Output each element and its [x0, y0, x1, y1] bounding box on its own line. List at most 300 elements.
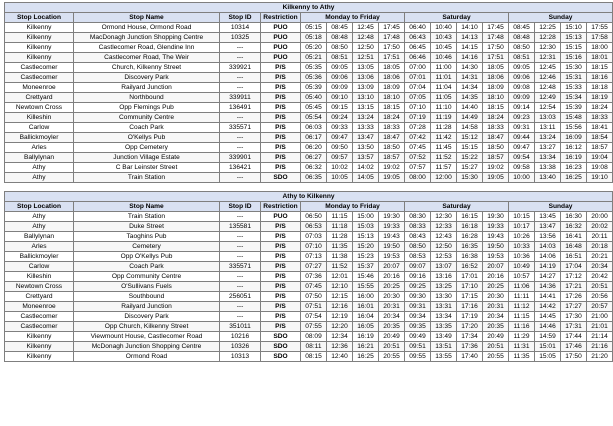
saturday-time: 17:19 — [457, 312, 483, 322]
stop-location: Kilkenny — [5, 352, 74, 362]
sunday-time: 17:04 — [561, 262, 587, 272]
weekday-time: 07:10 — [301, 242, 327, 252]
sunday-time: 09:06 — [509, 73, 535, 83]
saturday-time: 10:46 — [431, 53, 457, 63]
sunday-time: 14:42 — [535, 302, 561, 312]
stop-name: Train Station — [74, 212, 220, 222]
saturday-time: 13:07 — [431, 262, 457, 272]
saturday-time: 11:05 — [431, 93, 457, 103]
sunday-time: 09:08 — [509, 83, 535, 93]
stop-id: 10325 — [220, 33, 261, 43]
restriction: P/S — [261, 133, 301, 143]
sunday-time: 17:44 — [561, 332, 587, 342]
stop-location: Athy — [5, 163, 74, 173]
sunday-time: 17:27 — [561, 302, 587, 312]
saturday-time: 17:16 — [457, 302, 483, 312]
restriction: P/S — [261, 262, 301, 272]
sunday-time: 15:10 — [561, 23, 587, 33]
weekday-time: 14:02 — [353, 163, 379, 173]
weekday-time: 18:09 — [379, 83, 405, 93]
sunday-time: 21:01 — [587, 322, 613, 332]
saturday-time: 09:55 — [405, 352, 431, 362]
saturday-time: 07:04 — [405, 83, 431, 93]
saturday-time: 18:06 — [483, 73, 509, 83]
sunday-time: 21:20 — [587, 352, 613, 362]
weekday-time: 17:48 — [379, 33, 405, 43]
saturday-time: 16:52 — [457, 262, 483, 272]
weekday-time: 13:15 — [353, 103, 379, 113]
sunday-time: 16:25 — [561, 173, 587, 183]
saturday-time: 14:15 — [457, 43, 483, 53]
weekday-time: 09:09 — [327, 83, 353, 93]
header-stop-location: Stop Location — [5, 202, 74, 212]
weekday-time: 11:28 — [327, 232, 353, 242]
stop-name: Community Centre — [74, 113, 220, 123]
sunday-time: 15:05 — [535, 352, 561, 362]
saturday-time: 14:31 — [457, 73, 483, 83]
weekday-time: 12:10 — [327, 282, 353, 292]
saturday-time: 13:31 — [431, 302, 457, 312]
restriction: SDO — [261, 332, 301, 342]
stop-location: Kilkenny — [5, 33, 74, 43]
stop-location: Ballylynan — [5, 153, 74, 163]
stop-name: Railyard Junction — [74, 83, 220, 93]
saturday-time: 18:57 — [483, 153, 509, 163]
saturday-time: 19:43 — [483, 232, 509, 242]
saturday-time: 17:34 — [457, 332, 483, 342]
restriction: P/S — [261, 73, 301, 83]
stop-name: Coach Park — [74, 123, 220, 133]
sunday-time: 15:01 — [535, 342, 561, 352]
sunday-time: 10:49 — [509, 262, 535, 272]
stop-id: --- — [220, 83, 261, 93]
saturday-time: 16:15 — [457, 212, 483, 222]
sunday-time: 14:59 — [535, 332, 561, 342]
saturday-time: 09:16 — [405, 272, 431, 282]
sunday-time: 20:11 — [587, 232, 613, 242]
saturday-time: 13:25 — [431, 282, 457, 292]
weekday-time: 07:50 — [301, 292, 327, 302]
stop-location: Moneenroe — [5, 302, 74, 312]
saturday-time: 17:01 — [457, 272, 483, 282]
weekday-time: 05:36 — [301, 73, 327, 83]
stop-id: --- — [220, 242, 261, 252]
table-body — [5, 23, 613, 183]
sunday-time: 16:32 — [561, 222, 587, 232]
weekday-time: 06:32 — [301, 163, 327, 173]
weekday-time: 05:39 — [301, 83, 327, 93]
sunday-time: 17:12 — [561, 272, 587, 282]
header-restriction: Restriction — [261, 202, 301, 212]
saturday-time: 09:35 — [405, 322, 431, 332]
sunday-time: 17:21 — [561, 282, 587, 292]
sunday-time: 12:54 — [535, 103, 561, 113]
table-row — [5, 262, 613, 272]
weekday-time: 05:40 — [301, 93, 327, 103]
stop-name: O'Kellys Pub — [74, 133, 220, 143]
saturday-time: 08:43 — [405, 232, 431, 242]
stop-name: Duke Street — [74, 222, 220, 232]
saturday-time: 11:45 — [431, 143, 457, 153]
table-row — [5, 143, 613, 153]
sunday-time: 13:03 — [535, 113, 561, 123]
saturday-time: 16:35 — [457, 242, 483, 252]
sunday-time: 12:25 — [535, 23, 561, 33]
table-row — [5, 133, 613, 143]
saturday-time: 11:19 — [431, 113, 457, 123]
restriction: PUO — [261, 23, 301, 33]
saturday-time: 13:49 — [431, 332, 457, 342]
sunday-time: 14:03 — [535, 242, 561, 252]
sunday-time: 15:34 — [561, 93, 587, 103]
saturday-time: 16:18 — [457, 222, 483, 232]
weekday-time: 07:13 — [301, 252, 327, 262]
weekday-time: 15:00 — [353, 212, 379, 222]
stop-id: --- — [220, 302, 261, 312]
stop-id: 10216 — [220, 332, 261, 342]
weekday-time: 12:45 — [353, 23, 379, 33]
saturday-time: 13:30 — [431, 292, 457, 302]
sunday-time: 15:39 — [561, 103, 587, 113]
weekday-time: 08:15 — [301, 352, 327, 362]
weekday-time: 17:45 — [379, 23, 405, 33]
weekday-time: 15:20 — [353, 242, 379, 252]
weekday-time: 13:10 — [353, 93, 379, 103]
stop-location: Ballylynan — [5, 232, 74, 242]
saturday-time: 14:40 — [457, 103, 483, 113]
table-row — [5, 163, 613, 173]
weekday-time: 19:50 — [379, 242, 405, 252]
saturday-time: 18:33 — [483, 123, 509, 133]
sunday-time: 13:40 — [535, 173, 561, 183]
saturday-time: 14:13 — [457, 33, 483, 43]
stop-location: Kilkenny — [5, 23, 74, 33]
weekday-time: 07:51 — [301, 302, 327, 312]
weekday-time: 09:10 — [327, 93, 353, 103]
sunday-time: 20:18 — [587, 242, 613, 252]
sunday-time: 16:12 — [561, 143, 587, 153]
sunday-time: 21:16 — [587, 342, 613, 352]
sunday-time: 17:55 — [587, 23, 613, 33]
weekday-time: 11:52 — [327, 262, 353, 272]
table-row — [5, 173, 613, 183]
sunday-time: 19:08 — [587, 163, 613, 173]
weekday-time: 18:15 — [379, 103, 405, 113]
weekday-time: 09:50 — [327, 143, 353, 153]
saturday-time: 18:50 — [483, 143, 509, 153]
sunday-time: 08:50 — [509, 43, 535, 53]
sunday-time: 17:50 — [561, 352, 587, 362]
table-row — [5, 312, 613, 322]
saturday-time: 14:35 — [457, 93, 483, 103]
saturday-time: 13:34 — [431, 312, 457, 322]
sunday-time: 18:19 — [587, 93, 613, 103]
weekday-time: 16:05 — [353, 322, 379, 332]
weekday-time: 12:34 — [327, 332, 353, 342]
sunday-time: 17:30 — [561, 312, 587, 322]
weekday-time: 20:31 — [379, 302, 405, 312]
stop-location: Carlow — [5, 262, 74, 272]
stop-id: --- — [220, 173, 261, 183]
saturday-time: 09:25 — [405, 282, 431, 292]
sunday-time: 17:58 — [587, 33, 613, 43]
sunday-time: 18:01 — [587, 53, 613, 63]
header-sunday: Sunday — [509, 202, 613, 212]
weekday-time: 06:17 — [301, 133, 327, 143]
weekday-time: 20:34 — [379, 312, 405, 322]
table-row — [5, 342, 613, 352]
weekday-time: 05:15 — [301, 23, 327, 33]
table-row — [5, 272, 613, 282]
sunday-time: 20:34 — [587, 262, 613, 272]
weekday-time: 12:51 — [353, 53, 379, 63]
weekday-time: 12:15 — [327, 292, 353, 302]
sunday-time: 13:56 — [535, 232, 561, 242]
stop-name: Southbound — [74, 292, 220, 302]
weekday-time: 19:33 — [379, 222, 405, 232]
saturday-time: 17:51 — [483, 53, 509, 63]
stop-name: Opp Flemings Pub — [74, 103, 220, 113]
sunday-time: 14:06 — [535, 252, 561, 262]
sunday-time: 09:31 — [509, 123, 535, 133]
restriction: SDO — [261, 342, 301, 352]
sunday-time: 14:36 — [535, 282, 561, 292]
weekday-time: 19:02 — [379, 163, 405, 173]
sunday-time: 15:15 — [561, 43, 587, 53]
saturday-time: 17:20 — [457, 322, 483, 332]
weekday-time: 09:05 — [327, 63, 353, 73]
table-row — [5, 63, 613, 73]
saturday-time: 20:51 — [483, 342, 509, 352]
sunday-time: 10:15 — [509, 212, 535, 222]
restriction: P/S — [261, 232, 301, 242]
saturday-time: 06:45 — [405, 43, 431, 53]
stop-name: Taoghins Pub — [74, 232, 220, 242]
sunday-time: 10:57 — [509, 272, 535, 282]
saturday-time: 10:40 — [431, 23, 457, 33]
stop-location: Castlecomer — [5, 63, 74, 73]
header-monday-to-friday: Monday to Friday — [301, 13, 405, 23]
saturday-time: 09:31 — [405, 302, 431, 312]
stop-location: Crettyard — [5, 93, 74, 103]
weekday-time: 16:25 — [353, 352, 379, 362]
stop-id: 256051 — [220, 292, 261, 302]
sunday-time: 16:30 — [561, 212, 587, 222]
stop-name: Opp Community Centre — [74, 272, 220, 282]
sunday-time: 15:48 — [561, 113, 587, 123]
saturday-time: 15:30 — [457, 173, 483, 183]
sunday-time: 20:02 — [587, 222, 613, 232]
saturday-time: 19:30 — [483, 212, 509, 222]
sunday-time: 11:06 — [509, 282, 535, 292]
weekday-time: 07:27 — [301, 262, 327, 272]
saturday-time: 20:35 — [483, 322, 509, 332]
saturday-time: 15:15 — [457, 143, 483, 153]
sunday-time: 20:21 — [587, 252, 613, 262]
stop-name: Opp Cemetery — [74, 143, 220, 153]
stop-location: Athy — [5, 222, 74, 232]
restriction: P/S — [261, 242, 301, 252]
weekday-time: 09:24 — [327, 113, 353, 123]
stop-location: Kilkenny — [5, 53, 74, 63]
stop-location: Ballickmoyler — [5, 252, 74, 262]
sunday-time: 13:24 — [535, 133, 561, 143]
saturday-time: 06:46 — [405, 53, 431, 63]
saturday-time: 14:49 — [457, 113, 483, 123]
weekday-time: 13:50 — [353, 143, 379, 153]
saturday-time: 12:33 — [431, 222, 457, 232]
saturday-time: 20:34 — [483, 312, 509, 322]
saturday-time: 07:01 — [405, 73, 431, 83]
weekday-time: 19:30 — [379, 212, 405, 222]
sunday-time: 18:41 — [587, 123, 613, 133]
weekday-time: 08:09 — [301, 332, 327, 342]
sunday-time: 15:16 — [561, 53, 587, 63]
saturday-time: 09:51 — [405, 342, 431, 352]
restriction: P/S — [261, 292, 301, 302]
saturday-time: 18:47 — [483, 133, 509, 143]
stop-location: Newtown Cross — [5, 103, 74, 113]
header-saturday: Saturday — [405, 13, 509, 23]
saturday-time: 12:43 — [431, 232, 457, 242]
weekday-time: 13:24 — [353, 113, 379, 123]
restriction: P/S — [261, 113, 301, 123]
restriction: P/S — [261, 123, 301, 133]
sunday-time: 08:51 — [509, 53, 535, 63]
weekday-time: 10:02 — [327, 163, 353, 173]
weekday-time: 12:40 — [327, 352, 353, 362]
sunday-time: 08:45 — [509, 23, 535, 33]
weekday-time: 20:07 — [379, 262, 405, 272]
stop-id: --- — [220, 43, 261, 53]
sunday-time: 16:51 — [561, 252, 587, 262]
weekday-time: 11:35 — [327, 242, 353, 252]
header-stop-name: Stop Name — [74, 202, 220, 212]
sunday-time: 13:11 — [535, 123, 561, 133]
stop-name: Castlecomer Road, The Weir — [74, 53, 220, 63]
stop-name: Discovery Park — [74, 312, 220, 322]
sunday-time: 16:23 — [561, 163, 587, 173]
table-row — [5, 282, 613, 292]
weekday-time: 08:50 — [327, 43, 353, 53]
saturday-time: 20:31 — [483, 302, 509, 312]
weekday-time: 18:57 — [379, 153, 405, 163]
saturday-time: 14:58 — [457, 123, 483, 133]
saturday-time: 08:30 — [405, 212, 431, 222]
weekday-time: 07:45 — [301, 282, 327, 292]
saturday-time: 20:30 — [483, 292, 509, 302]
header-sunday: Sunday — [509, 13, 613, 23]
stop-id: 339911 — [220, 93, 261, 103]
saturday-time: 07:00 — [405, 63, 431, 73]
sunday-time: 14:46 — [535, 322, 561, 332]
saturday-time: 07:10 — [405, 103, 431, 113]
sunday-time: 21:00 — [587, 312, 613, 322]
weekday-time: 06:35 — [301, 173, 327, 183]
table-title: Athy to Kilkenny — [5, 192, 613, 202]
weekday-time: 05:20 — [301, 43, 327, 53]
weekday-time: 06:50 — [301, 212, 327, 222]
sunday-time: 17:46 — [561, 342, 587, 352]
sunday-time: 09:14 — [509, 103, 535, 113]
header-restriction: Restriction — [261, 13, 301, 23]
weekday-time: 18:47 — [379, 133, 405, 143]
weekday-time: 05:45 — [301, 103, 327, 113]
stop-id: --- — [220, 272, 261, 282]
stop-location: Arles — [5, 143, 74, 153]
sunday-time: 16:41 — [561, 232, 587, 242]
sunday-time: 13:47 — [535, 222, 561, 232]
stop-name: Opp O'Kellys Pub — [74, 252, 220, 262]
saturday-time: 07:28 — [405, 123, 431, 133]
saturday-time: 06:40 — [405, 23, 431, 33]
stop-name: Ormond House, Ormond Road — [74, 23, 220, 33]
restriction: P/S — [261, 103, 301, 113]
saturday-time: 08:50 — [405, 242, 431, 252]
stop-location: Moneenroe — [5, 83, 74, 93]
weekday-time: 15:03 — [353, 222, 379, 232]
weekday-time: 16:04 — [353, 312, 379, 322]
stop-name: McDonagh Junction Shopping Centre — [74, 342, 220, 352]
saturday-time: 17:15 — [457, 292, 483, 302]
saturday-time: 07:19 — [405, 113, 431, 123]
sunday-time: 11:31 — [509, 342, 535, 352]
saturday-time: 09:30 — [405, 292, 431, 302]
stop-id: 335571 — [220, 123, 261, 133]
restriction: PUO — [261, 212, 301, 222]
sunday-time: 09:58 — [509, 163, 535, 173]
stop-location: Carlow — [5, 123, 74, 133]
sunday-time: 09:23 — [509, 113, 535, 123]
sunday-time: 13:45 — [535, 212, 561, 222]
stop-id: --- — [220, 133, 261, 143]
sunday-time: 11:11 — [509, 292, 535, 302]
stop-location: Newtown Cross — [5, 282, 74, 292]
stop-location: Kilkenny — [5, 332, 74, 342]
saturday-time: 10:43 — [431, 33, 457, 43]
weekday-time: 05:54 — [301, 113, 327, 123]
sunday-time: 20:51 — [587, 282, 613, 292]
weekday-time: 12:19 — [327, 312, 353, 322]
timetable-athy-to-kilkenny — [4, 191, 613, 362]
sunday-time: 10:33 — [509, 242, 535, 252]
sunday-time: 14:27 — [535, 272, 561, 282]
saturday-time: 18:15 — [483, 103, 509, 113]
saturday-time: 17:48 — [483, 33, 509, 43]
weekday-time: 11:18 — [327, 222, 353, 232]
saturday-time: 15:27 — [457, 163, 483, 173]
weekday-time: 13:47 — [353, 133, 379, 143]
weekday-time: 17:50 — [379, 43, 405, 53]
table-row — [5, 222, 613, 232]
sunday-time: 15:33 — [561, 83, 587, 93]
sunday-time: 14:45 — [535, 312, 561, 322]
stop-id: 10314 — [220, 23, 261, 33]
weekday-time: 08:51 — [327, 53, 353, 63]
weekday-time: 05:18 — [301, 33, 327, 43]
table-row — [5, 33, 613, 43]
stop-name: Castlecomer Road, Glendine Inn — [74, 43, 220, 53]
saturday-time: 18:09 — [483, 83, 509, 93]
weekday-time: 09:57 — [327, 153, 353, 163]
stop-location: Castlecomer — [5, 322, 74, 332]
weekday-time: 18:24 — [379, 113, 405, 123]
sunday-time: 18:24 — [587, 103, 613, 113]
saturday-time: 18:05 — [483, 63, 509, 73]
sunday-time: 09:47 — [509, 143, 535, 153]
weekday-time: 08:11 — [301, 342, 327, 352]
saturday-time: 17:45 — [483, 23, 509, 33]
